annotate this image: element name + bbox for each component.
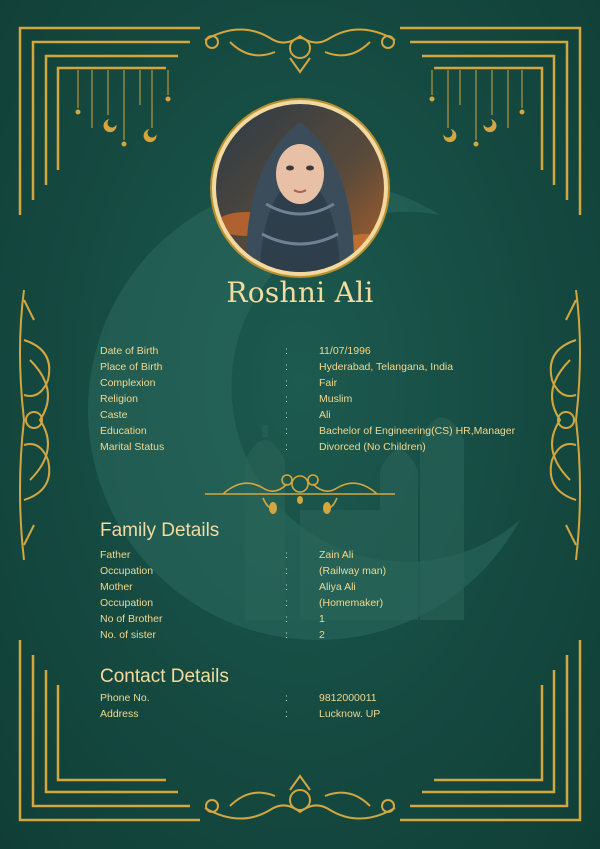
detail-separator: :: [285, 393, 288, 405]
detail-label: Place of Birth: [100, 361, 163, 373]
detail-label: Phone No.: [100, 692, 150, 704]
detail-value: Lucknow. UP: [319, 708, 381, 720]
detail-value: Bachelor of Engineering(CS) HR,Manager: [319, 425, 516, 437]
profile-name: Roshni Ali: [226, 276, 374, 309]
detail-value: (Railway man): [319, 565, 387, 577]
detail-value: 2: [319, 629, 325, 641]
detail-value: Ali: [319, 409, 331, 421]
detail-row: [100, 549, 540, 565]
detail-label: Occupation: [100, 597, 154, 609]
detail-separator: :: [285, 549, 288, 561]
detail-label: Marital Status: [100, 441, 165, 453]
detail-value: Muslim: [319, 393, 353, 405]
detail-row: [100, 425, 540, 441]
detail-label: Father: [100, 549, 131, 561]
detail-row: [100, 565, 540, 581]
detail-separator: :: [285, 377, 288, 389]
detail-label: Occupation: [100, 565, 154, 577]
detail-label: Religion: [100, 393, 138, 405]
detail-separator: :: [285, 361, 288, 373]
detail-row: [100, 441, 540, 457]
detail-value: 11/07/1996: [319, 345, 371, 357]
detail-value: Zain Ali: [319, 549, 354, 561]
contact-details-title: Contact Details: [100, 666, 229, 687]
detail-row: [100, 613, 540, 629]
detail-label: Mother: [100, 581, 133, 593]
detail-separator: :: [285, 597, 288, 609]
detail-separator: :: [285, 692, 288, 704]
detail-separator: :: [285, 345, 288, 357]
detail-row: [100, 708, 540, 724]
detail-separator: :: [285, 409, 288, 421]
divider-ornament-icon: [203, 468, 397, 518]
detail-value: Aliya Ali: [319, 581, 356, 593]
detail-row: [100, 409, 540, 425]
family-details-list: [100, 549, 540, 645]
detail-row: [100, 361, 540, 377]
avatar: [216, 104, 384, 272]
detail-value: Hyderabad, Telangana, India: [319, 361, 454, 373]
detail-separator: :: [285, 441, 288, 453]
detail-label: Date of Birth: [100, 345, 159, 357]
detail-separator: :: [285, 425, 288, 437]
detail-separator: :: [285, 613, 288, 625]
detail-label: No of Brother: [100, 613, 163, 625]
detail-separator: :: [285, 629, 288, 641]
detail-label: Caste: [100, 409, 128, 421]
detail-separator: :: [285, 581, 288, 593]
family-details-title: Family Details: [100, 520, 220, 541]
profile-photo: [212, 100, 388, 276]
detail-row: [100, 345, 540, 361]
detail-label: Complexion: [100, 377, 156, 389]
detail-value: Fair: [319, 377, 338, 389]
detail-value: 1: [319, 613, 325, 625]
detail-row: [100, 377, 540, 393]
contact-details-list: [100, 692, 540, 724]
detail-row: [100, 692, 540, 708]
detail-label: Address: [100, 708, 139, 720]
detail-label: Education: [100, 425, 147, 437]
personal-details-list: [100, 345, 540, 457]
detail-value: (Homemaker): [319, 597, 384, 609]
detail-row: [100, 581, 540, 597]
detail-value: Divorced (No Children): [319, 441, 426, 453]
detail-separator: :: [285, 565, 288, 577]
detail-value: 9812000011: [319, 692, 377, 704]
detail-row: [100, 597, 540, 613]
detail-label: No. of sister: [100, 629, 157, 641]
detail-row: [100, 393, 540, 409]
detail-separator: :: [285, 708, 288, 720]
detail-row: [100, 629, 540, 645]
